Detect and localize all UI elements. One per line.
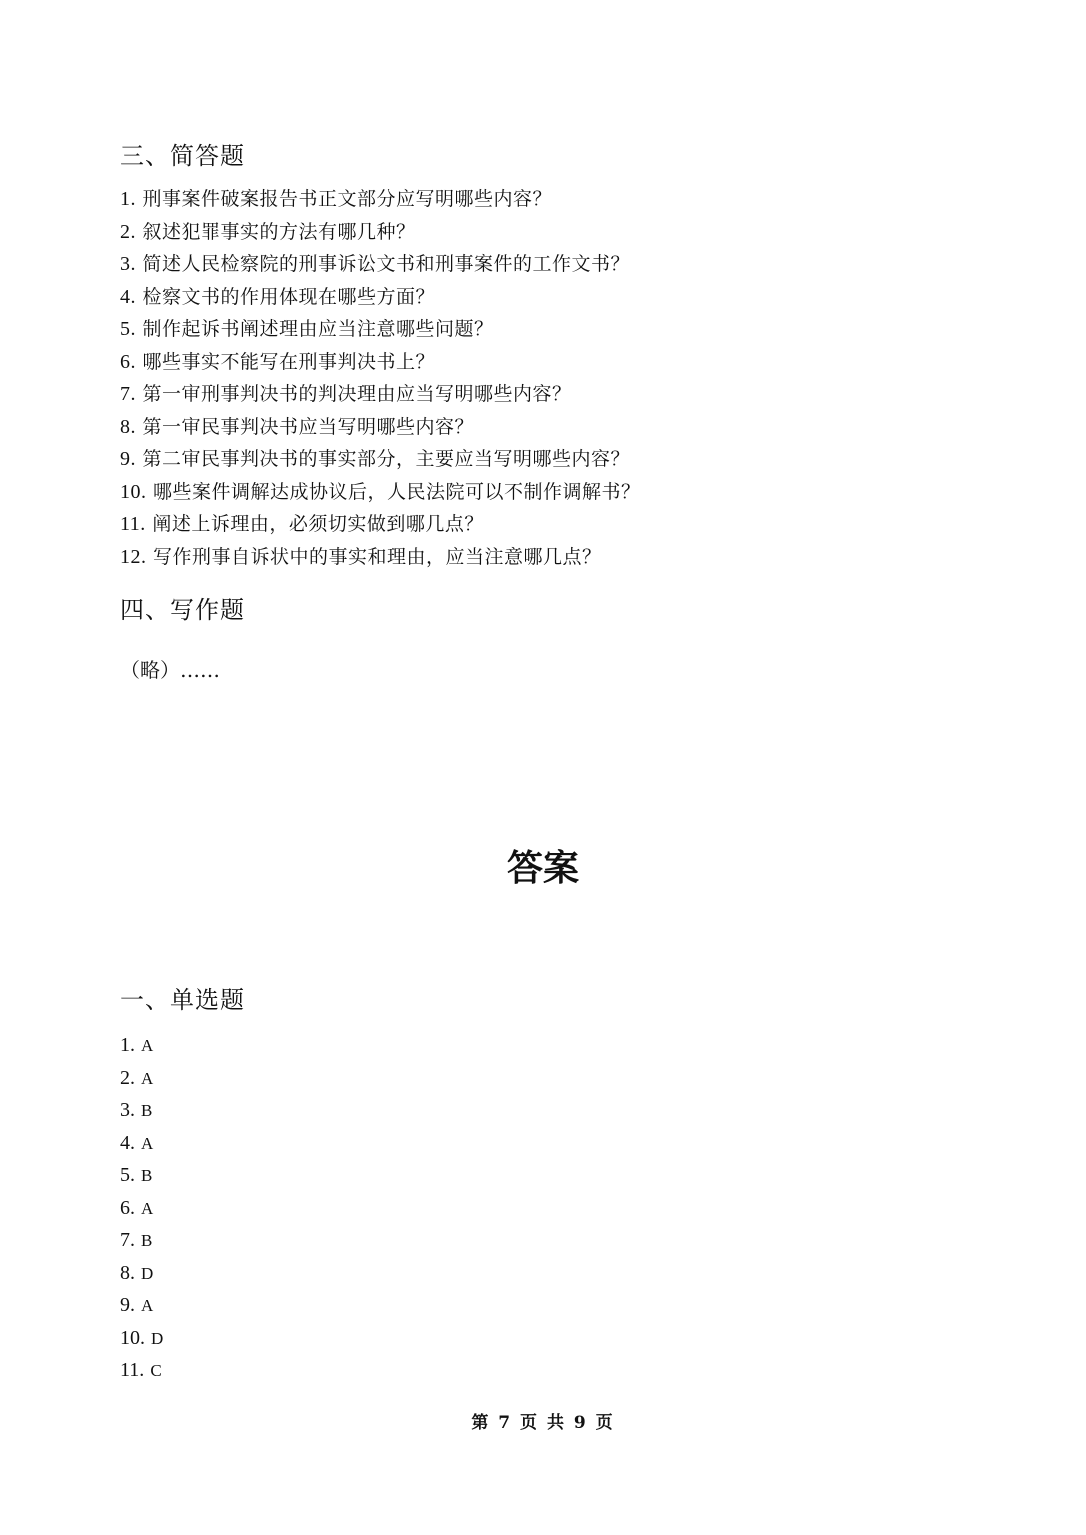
short-answer-question-list [120, 183, 641, 573]
list-item [120, 1322, 163, 1355]
answer-number: 6. [120, 1196, 135, 1219]
list-item [120, 1062, 163, 1095]
list-item [120, 1257, 163, 1290]
question-text: 写作刑事自诉状中的事实和理由，应当注意哪几点？ [153, 545, 602, 568]
list-item [120, 1159, 163, 1192]
question-text: 叙述犯罪事实的方法有哪几种？ [142, 220, 416, 243]
list-item [120, 443, 641, 476]
question-number: 1. [120, 188, 136, 210]
list-item [120, 1127, 163, 1160]
answer-value: A [141, 1198, 154, 1218]
answer-number: 1. [120, 1034, 135, 1056]
question-text: 检察文书的作用体现在哪些方面？ [142, 285, 436, 308]
list-item [120, 1224, 163, 1257]
question-text: 第二审民事判决书的事实部分，主要应当写明哪些内容？ [142, 448, 631, 470]
list-item [120, 313, 641, 346]
list-item [120, 346, 641, 379]
answer-value: B [141, 1231, 153, 1250]
writing-task-omitted-text: （略）…… [120, 658, 220, 682]
question-text: 哪些事实不能写在刑事判决书上？ [142, 350, 436, 373]
question-number: 3. [120, 253, 136, 275]
answer-value: D [141, 1263, 154, 1283]
answer-value: B [141, 1101, 153, 1120]
list-item [120, 508, 641, 541]
answer-value: A [141, 1036, 154, 1055]
question-number: 7. [120, 383, 136, 405]
page-footer: 第 7 页 共 9 页 [471, 1413, 615, 1433]
answer-number: 11. [120, 1359, 145, 1381]
question-text: 第一审民事判决书应当写明哪些内容？ [142, 415, 475, 438]
question-text: 制作起诉书阐述理由应当注意哪些问题？ [142, 318, 494, 340]
question-text: 第一审刑事判决书的判决理由应当写明哪些内容？ [142, 383, 572, 405]
list-item [120, 1094, 163, 1127]
answer-value: A [141, 1068, 154, 1088]
question-number: 9. [120, 448, 136, 470]
answer-value: B [141, 1166, 153, 1185]
list-item [120, 1192, 163, 1225]
answer-value: D [151, 1328, 164, 1348]
list-item [120, 248, 641, 281]
answer-heading: 答案 [506, 848, 579, 889]
question-number: 2. [120, 220, 136, 243]
answer-number: 7. [120, 1229, 135, 1251]
list-item [120, 378, 641, 411]
question-text: 阐述上诉理由，必须切实做到哪几点？ [152, 513, 484, 535]
answer-number: 3. [120, 1099, 135, 1121]
list-item [120, 476, 641, 509]
answer-value: C [150, 1361, 162, 1380]
question-number: 11. [120, 513, 146, 535]
question-number: 4. [120, 285, 136, 308]
list-item [120, 1354, 163, 1387]
list-item [120, 281, 641, 314]
answer-number: 5. [120, 1164, 135, 1186]
answer-number: 8. [120, 1261, 135, 1284]
section-3-title: 三、简答题 [120, 142, 245, 170]
question-number: 6. [120, 350, 136, 373]
question-text: 哪些案件调解达成协议后，人民法院可以不制作调解书？ [153, 480, 641, 503]
answer-number: 4. [120, 1131, 135, 1154]
answer-value: A [141, 1296, 154, 1315]
question-number: 10. [120, 480, 147, 503]
list-item [120, 1289, 163, 1322]
answer-number: 10. [120, 1326, 145, 1349]
list-item [120, 541, 641, 574]
question-text: 刑事案件破案报告书正文部分应写明哪些内容？ [142, 188, 553, 210]
answer-number: 9. [120, 1294, 135, 1316]
question-number: 12. [120, 545, 147, 568]
list-item [120, 411, 641, 444]
answers-section-1-title: 一、单选题 [120, 986, 245, 1014]
list-item [120, 1029, 163, 1062]
list-item [120, 216, 641, 249]
question-text: 简述人民检察院的刑事诉讼文书和刑事案件的工作文书？ [142, 253, 631, 275]
answer-number: 2. [120, 1066, 135, 1089]
question-number: 8. [120, 415, 136, 438]
single-choice-answer-list [120, 1029, 163, 1387]
question-number: 5. [120, 318, 136, 340]
list-item [120, 183, 641, 216]
answer-value: A [141, 1133, 154, 1153]
section-4-title: 四、写作题 [120, 596, 245, 624]
